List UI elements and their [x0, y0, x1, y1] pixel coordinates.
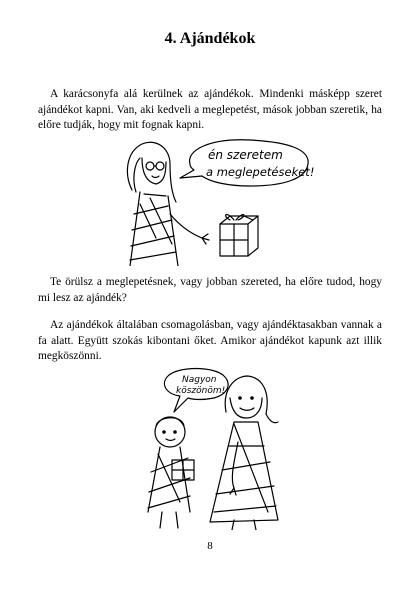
bubble-text-line-2: a meglepetéseket!	[206, 165, 315, 179]
bubble-text-line-1: én szeretem	[208, 148, 283, 162]
paragraph-question: Te örülsz a meglepetésnek, vagy jobban szereted, ha előre tudod, hogy mi lesz az ajándék?	[38, 276, 382, 304]
bubble-text-line-2: köszönöm!	[176, 386, 226, 396]
boy-thanking-girl-illustration	[130, 362, 290, 530]
paragraph-gifts: Az ajándékok általában csomagolásban, vagy ajándéktasakban vannak a fa alatt. Együtt szokás kibontani őket. Amikor ajándékot kapunk azt illik megköszönni.	[38, 319, 382, 362]
page-number: 8	[207, 540, 213, 552]
girl-with-gift-illustration	[110, 134, 316, 266]
paragraph-intro: A karácsonyfa alá kerülnek az ajándékok. Mindenki másképp szeret ajándékot kapni. Van, aki kedveli a meglepetést, mások jobban szeretik, ha előre tudják, hogy mit fognak kapni.	[38, 88, 382, 131]
page-title: 4. Ajándékok	[164, 30, 256, 47]
bubble-text-line-1: Nagyon	[182, 375, 217, 385]
